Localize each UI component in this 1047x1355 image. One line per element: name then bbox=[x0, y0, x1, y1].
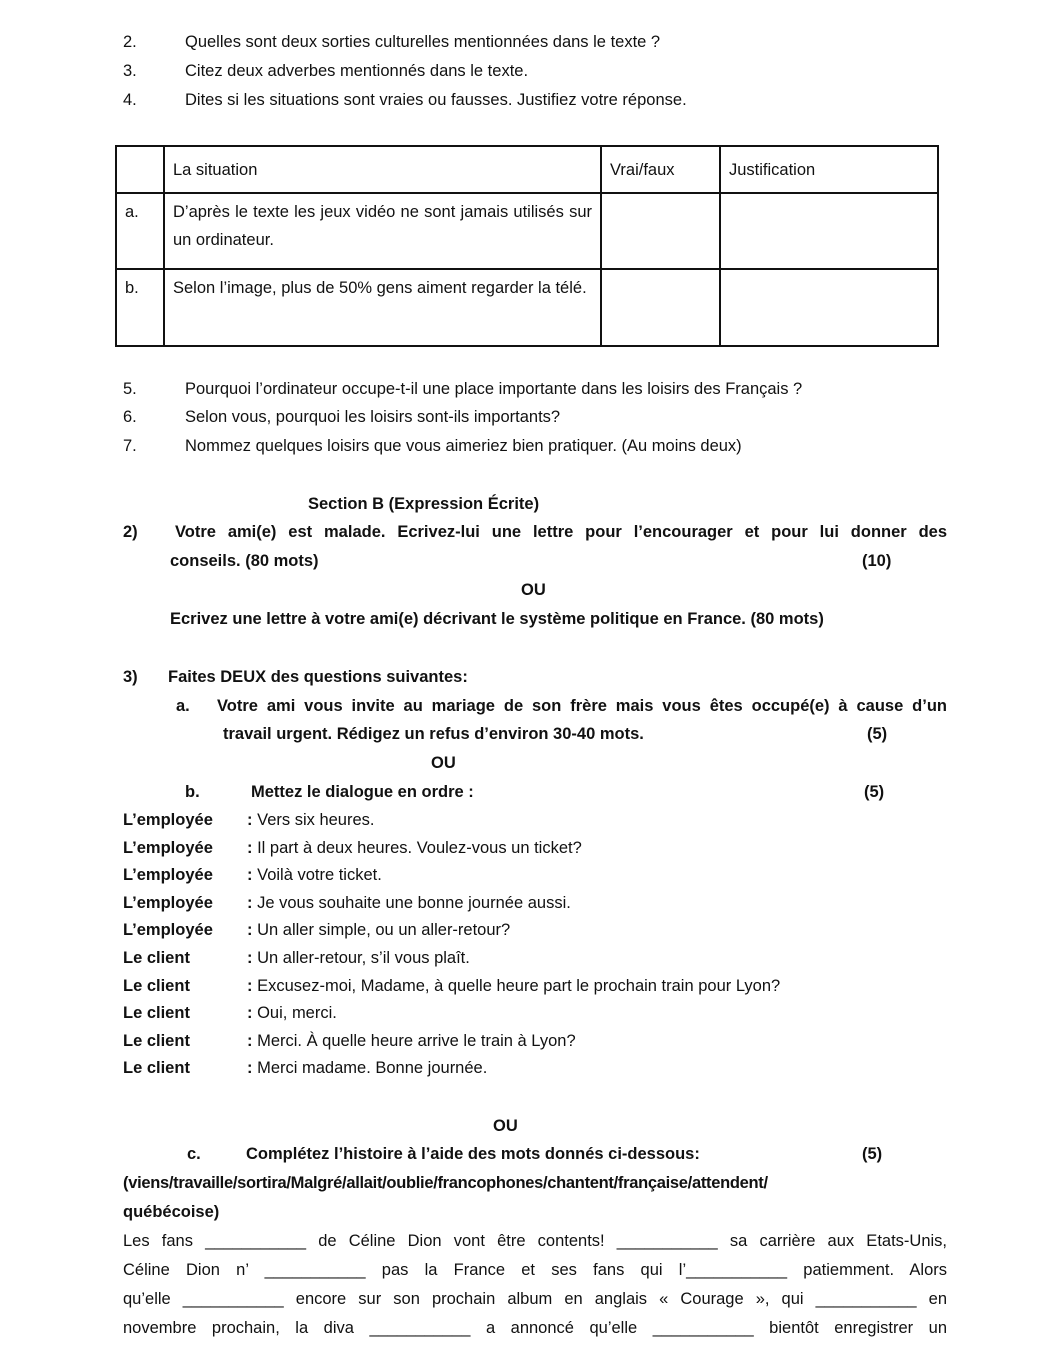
table-header: Justification bbox=[720, 146, 938, 193]
dialogue-text: Merci madame. Bonne journée. bbox=[257, 1059, 488, 1078]
dialogue-line bbox=[247, 975, 780, 997]
row-vrai-faux bbox=[601, 269, 720, 346]
dialogue-text: Vers six heures. bbox=[257, 811, 375, 829]
table-row bbox=[116, 269, 938, 346]
word-bank: (viens/travaille/sortira/Malgré/allait/oublie/francophones/chantent/française/attendent/ bbox=[123, 1174, 768, 1192]
marks: (5) bbox=[862, 1145, 883, 1163]
question-text: Selon vous, pourquoi les loisirs sont-ils importants? bbox=[185, 408, 561, 426]
cloze-line: Les fans ___________ de Céline Dion vont être contents! ___________ sa carrière aux Etats-Unis, bbox=[123, 1232, 947, 1250]
table-row bbox=[116, 193, 938, 269]
dialogue-speaker: L’employée bbox=[123, 921, 213, 940]
table-header: Vrai/faux bbox=[601, 146, 720, 193]
question-text: Votre ami(e) est malade. Ecrivez-lui une lettre pour l’encourager et pour lui donner des bbox=[175, 523, 947, 541]
question-title: Complétez l’histoire à l’aide des mots donnés ci-dessous: bbox=[246, 1145, 700, 1163]
dialogue-text: Oui, merci. bbox=[257, 1004, 337, 1023]
colon: : bbox=[247, 811, 258, 829]
question-text: Votre ami vous invite au mariage de son frère mais vous êtes occupé(e) à cause d’un bbox=[217, 697, 947, 715]
question-text: Nommez quelques loisirs que vous aimeriez bien pratiquer. (Au moins deux) bbox=[185, 437, 742, 455]
item-label: a. bbox=[176, 697, 190, 715]
dialogue-text: Il part à deux heures. Voulez-vous un ticket? bbox=[257, 838, 582, 857]
question-text: Pourquoi l’ordinateur occupe-t-il une place importante dans les loisirs des Français ? bbox=[185, 380, 803, 398]
colon: : bbox=[247, 1031, 258, 1050]
question-number: 3) bbox=[123, 668, 138, 686]
dialogue-speaker: L’employée bbox=[123, 866, 213, 885]
question-title: Faites DEUX des questions suivantes: bbox=[168, 668, 468, 686]
question-number: 6. bbox=[123, 408, 137, 426]
row-label: a. bbox=[116, 193, 164, 269]
cloze-line: novembre prochain, la diva ___________ a annoncé qu’elle ___________ bientôt enregistrer un bbox=[123, 1319, 947, 1337]
table-header bbox=[116, 146, 164, 193]
dialogue-text: Je vous souhaite une bonne journée aussi. bbox=[257, 893, 571, 912]
dialogue-speaker: Le client bbox=[123, 949, 190, 967]
dialogue-line bbox=[247, 892, 571, 914]
true-false-table bbox=[115, 145, 939, 347]
marks: (5) bbox=[867, 725, 888, 743]
section-title: Section B (Expression Écrite) bbox=[308, 495, 540, 513]
colon: : bbox=[247, 1004, 258, 1023]
colon: : bbox=[247, 893, 258, 912]
dialogue-line bbox=[247, 919, 510, 941]
dialogue-line bbox=[247, 1002, 337, 1024]
cloze-line: Céline Dion n’ ___________ pas la France et ses fans qui l’___________ patiemment. Alors bbox=[123, 1261, 947, 1279]
row-justification bbox=[720, 193, 938, 269]
dialogue-line bbox=[247, 864, 382, 886]
or-label: OU bbox=[493, 1117, 518, 1135]
dialogue-line bbox=[247, 1057, 487, 1079]
table-header: La situation bbox=[164, 146, 601, 193]
dialogue-text: Un aller simple, ou un aller-retour? bbox=[257, 921, 511, 940]
colon: : bbox=[247, 949, 258, 967]
dialogue-line bbox=[247, 1030, 576, 1052]
item-label: b. bbox=[185, 783, 200, 801]
table-header-row bbox=[116, 146, 938, 193]
row-situation: Selon l’image, plus de 50% gens aiment regarder la télé. bbox=[164, 269, 601, 346]
question-text: Quelles sont deux sorties culturelles mentionnées dans le texte ? bbox=[185, 33, 661, 51]
marks: (5) bbox=[864, 783, 885, 801]
colon: : bbox=[247, 921, 258, 940]
question-text: Ecrivez une lettre à votre ami(e) décrivant le système politique en France. (80 mots) bbox=[170, 610, 824, 628]
question-number: 2. bbox=[123, 33, 137, 51]
colon: : bbox=[247, 838, 258, 857]
dialogue-text: Voilà votre ticket. bbox=[257, 866, 382, 885]
question-number: 2) bbox=[123, 523, 138, 541]
or-label: OU bbox=[521, 581, 546, 599]
dialogue-line bbox=[247, 809, 374, 831]
row-justification bbox=[720, 269, 938, 346]
dialogue-speaker: Le client bbox=[123, 1059, 190, 1078]
row-situation: D’après le texte les jeux vidéo ne sont jamais utilisés sur un ordinateur. bbox=[164, 193, 601, 269]
question-text: conseils. (80 mots) bbox=[170, 552, 319, 570]
cloze-line: qu’elle ___________ encore sur son prochain album en anglais « Courage », qui ___________ en bbox=[123, 1290, 947, 1308]
dialogue-speaker: Le client bbox=[123, 976, 190, 995]
question-number: 3. bbox=[123, 62, 137, 80]
question-text: travail urgent. Rédigez un refus d’environ 30-40 mots. bbox=[223, 725, 644, 743]
or-label: OU bbox=[431, 754, 456, 772]
question-number: 4. bbox=[123, 91, 137, 109]
question-number: 7. bbox=[123, 437, 137, 455]
colon: : bbox=[247, 1059, 258, 1078]
dialogue-speaker: Le client bbox=[123, 1031, 190, 1050]
dialogue-line bbox=[247, 947, 470, 969]
question-text: Dites si les situations sont vraies ou fausses. Justifiez votre réponse. bbox=[185, 91, 687, 109]
row-vrai-faux bbox=[601, 193, 720, 269]
question-text: Citez deux adverbes mentionnés dans le texte. bbox=[185, 62, 529, 80]
dialogue-speaker: L’employée bbox=[123, 811, 213, 829]
word-bank: québécoise) bbox=[123, 1203, 220, 1221]
question-title: Mettez le dialogue en ordre : bbox=[251, 783, 474, 801]
dialogue-line bbox=[247, 837, 582, 859]
item-label: c. bbox=[187, 1145, 201, 1163]
colon: : bbox=[247, 976, 258, 995]
marks: (10) bbox=[862, 552, 892, 570]
dialogue-text: Excusez-moi, Madame, à quelle heure part le prochain train pour Lyon? bbox=[257, 976, 781, 995]
dialogue-text: Merci. À quelle heure arrive le train à Lyon? bbox=[257, 1031, 576, 1050]
row-label: b. bbox=[116, 269, 164, 346]
colon: : bbox=[247, 866, 258, 885]
question-number: 5. bbox=[123, 380, 137, 398]
dialogue-text: Un aller-retour, s’il vous plaît. bbox=[257, 949, 470, 967]
dialogue-speaker: L’employée bbox=[123, 838, 213, 857]
dialogue-speaker: Le client bbox=[123, 1004, 190, 1023]
dialogue-speaker: L’employée bbox=[123, 893, 213, 912]
